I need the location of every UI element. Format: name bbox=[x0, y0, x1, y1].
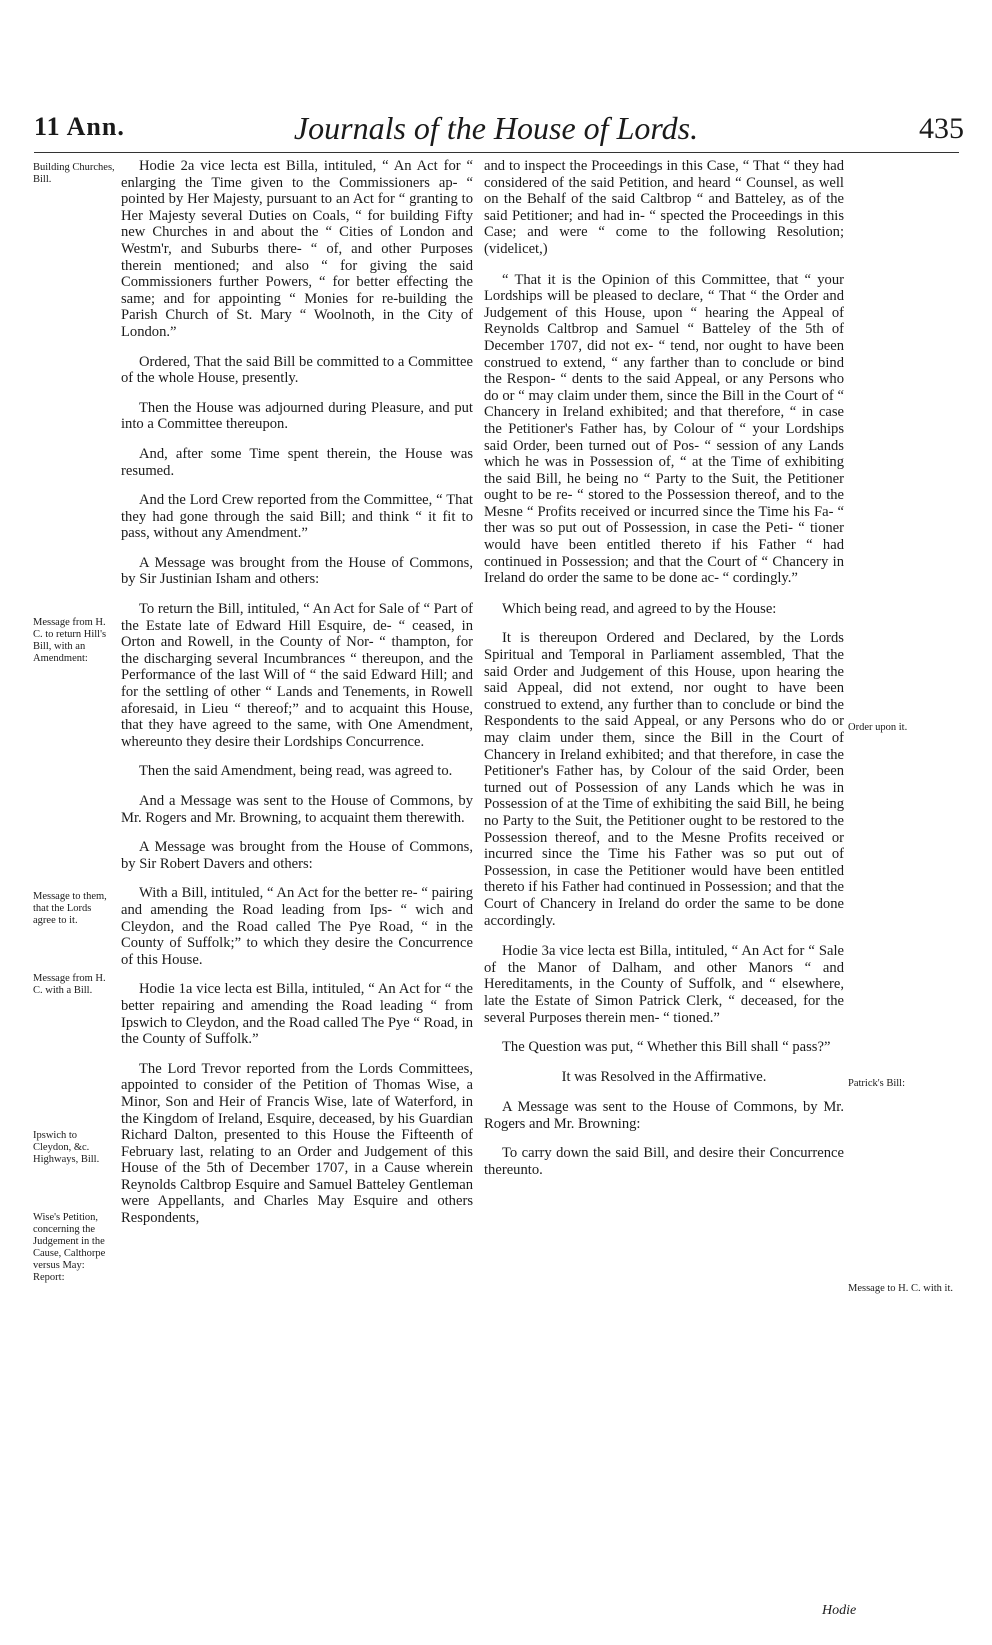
paragraph: It is thereupon Ordered and Declared, by the Lords Spiritual and Temporal in Parliament assembled, That the said Order and Judgement of this House, upon hearing the said Appeal, did not extend, nor ought to have been construed to extend, any further than to conclude or bind the Respondents to the said Appeal, or any Persons who do or may claim under them, since the Bill in the Court of Chancery in Ireland exhibited; and that therefore, in case the Petitioner's Father has, by Colour of the said Order, been turned out of Possession of any Lands which he was in Possession of at the Time of exhibiting the said Bill, he being no Party to the Suit, the Petitioner ought to be restored to the Possession thereof, and to the Mesne Profits received or incurred since the Time his Father was so put out of Possession, in case the Petitioner would have been entitled thereto if his Father had continued in Possession; and that the Court of Chancery in Ireland do order the same to be done accordingly. bbox=[484, 630, 844, 929]
paragraph: The Lord Trevor reported from the Lords Committees, appointed to consider of the Petition of Thomas Wise, a Minor, Son and Heir of Francis Wise, late of Waterford, in the Kingdom of Ireland, Esquire, deceased, by his Guardian Richard Dalton, presented to this House the Fifteenth of February last, relating to an Order and Judgement of this House of the 5th of December 1707, in a Cause wherein Reynolds Caltbrop Esquire and Samuel Batteley Gentleman were Appellants, and Charles May Esquire and others Respondents, bbox=[121, 1060, 473, 1227]
paragraph: And, after some Time spent therein, the House was resumed. bbox=[121, 445, 473, 479]
margin-note-patricks-bill: Patrick's Bill: bbox=[848, 1078, 906, 1089]
margin-note-message-hc: Message to H. C. with it. bbox=[848, 1283, 953, 1294]
paragraph: Which being read, and agreed to by the House: bbox=[502, 600, 777, 617]
margin-note-hills-bill: Message from H. C. to return Hill's Bill, with an Amendment: bbox=[33, 617, 107, 664]
paragraph: To return the Bill, intituled, “ An Act for Sale of “ Part of the Estate late of Edward Hill Esquire, de- “ ceased, in Orton and Rowell, in the County of Nor- “ thampton, for the discharging several Incumbrances “ thereupon, and the Performance of the last Will of “ the said Edward Hill; and for the settling of other “ Lands and Tenements, in Rowell aforesaid, in Lieu “ thereof;” and to acquaint this House, that they have agreed to the same, with One Amendment, whereunto they desire their Lordships Concurrence. bbox=[121, 601, 473, 750]
header-rule bbox=[34, 152, 959, 153]
paragraph: To carry down the said Bill, and desire their Concurrence thereunto. bbox=[484, 1145, 844, 1179]
page-number: 435 bbox=[919, 112, 964, 145]
margin-note-order: Order upon it. bbox=[848, 722, 908, 733]
regnal-year: 11 Ann. bbox=[34, 112, 125, 141]
margin-note-wise-petition: Wise's Petition, concerning the Judgement in the Cause, Calthorpe versus May: Report: bbox=[33, 1212, 106, 1283]
paragraph: And a Message was sent to the House of Commons, by Mr. Rogers and Mr. Browning, to acquaint them therewith. bbox=[121, 793, 473, 826]
margin-note-lords-agree: Message to them, that the Lords agree to it. bbox=[33, 891, 107, 926]
page-header bbox=[0, 112, 992, 162]
paragraph: It was Resolved in the Affirmative. bbox=[561, 1068, 767, 1085]
paragraph: Hodie 3a vice lecta est Billa, intituled, “ An Act for “ Sale of the Manor of Dalham, and other Manors “ and Hereditaments, in the County of Suffolk, and “ elsewhere, late the Estate of Simon Patrick Clerk, “ deceased, for the several Purposes therein men- “ tioned.” bbox=[484, 943, 844, 1026]
left-column bbox=[121, 158, 473, 1240]
paragraph: “ That it is the Opinion of this Committee, that “ your Lordships will be pleased to declare, “ That “ the Order and Judgement of this House, upon “ hearing the Appeal of Reynolds Caltbrop and Samuel “ Batteley of the 5th of December 1707, did not ex- “ tend, nor ought to have been construed to extend, “ any farther than to conclude or bind the Respon- “ dents to the said Appeal, or any Persons who do or “ may claim under them, since the Bill in the Court of “ Chancery in Ireland exhibited; and that therefore, “ in case the Petitioner's Father has, by Colour of “ your Lordships said Order, been turned out of Pos- “ session of any Lands which he was in Possession of, “ at the Time of exhibiting the said Bill, he being no “ Party to the Suit, the Petitioner ought to be re- “ stored to the Possession thereof, and to the Mesne “ Profits received or incurred since the Time his Fa- “ ther was so put out of Possession, in case the Peti- “ tioner would have been entitled thereto if his Father “ had continued in Possession; and that the Court of “ Chancery in Ireland do order the same to be done ac- “ cordingly.” bbox=[484, 271, 844, 587]
right-column bbox=[484, 158, 844, 1192]
paragraph: A Message was brought from the House of Commons, by Sir Justinian Isham and others: bbox=[121, 554, 473, 588]
margin-note-ipswich: Ipswich to Cleydon, &c. Highways, Bill. bbox=[33, 1130, 100, 1165]
paragraph: A Message was sent to the House of Commons, by Mr. Rogers and Mr. Browning: bbox=[484, 1099, 844, 1132]
paragraph: With a Bill, intituled, “ An Act for the better re- “ pairing and amending the Road leading from Ips- “ wich and Cleydon, and the Road called The Pye Road, “ in the County of Suffolk;” to which they desire the Concurrence of this House. bbox=[121, 885, 473, 968]
paragraph: Ordered, That the said Bill be committed to a Committee of the whole House, presently. bbox=[121, 353, 473, 387]
journal-title: Journals of the House of Lords. bbox=[293, 110, 699, 146]
paragraph: A Message was brought from the House of Commons, by Sir Robert Davers and others: bbox=[121, 839, 473, 872]
paragraph: Hodie 1a vice lecta est Billa, intituled, “ An Act for “ the better repairing and amending the Road leading “ from Ipswich to Cleydon, and the Road called The Pye “ Road, in the County of Suffolk.” bbox=[121, 981, 473, 1048]
margin-note-building-churches: Building Churches, Bill. bbox=[33, 162, 115, 185]
paragraph: The Question was put, “ Whether this Bill shall “ pass?” bbox=[502, 1039, 831, 1056]
paragraph: Then the said Amendment, being read, was agreed to. bbox=[139, 763, 453, 780]
catchword: Hodie bbox=[822, 1603, 857, 1618]
paragraph: and to inspect the Proceedings in this Case, “ That “ they had considered of the said Petition, and heard “ Counsel, as well on the Behalf of the said Caltbrop “ and Batteley, as of the said Petitioner; and had in- “ spected the Proceedings in this Case; and were “ come to the following Resolution; (videlicet,) bbox=[484, 158, 844, 257]
paragraph: Then the House was adjourned during Pleasure, and put into a Committee thereupon. bbox=[121, 399, 473, 433]
paragraph: And the Lord Crew reported from the Committee, “ That they had gone through the said Bill; and think “ it fit to pass, without any Amendment.” bbox=[121, 492, 473, 542]
margin-note-message-bill: Message from H. C. with a Bill. bbox=[33, 973, 106, 996]
paragraph: Hodie 2a vice lecta est Billa, intituled, “ An Act for “ enlarging the Time given to the Commissioners ap- “ pointed by Her Majesty, pursuant to an Act for “ granting to Her Majesty several Duties on Coals, “ for building Fifty new Churches in and about the “ Cities of London and Westm'r, and Suburbs there- “ of, and other Purposes therein mentioned; and also “ for giving the said Commissioners further Powers, “ for better effecting the same; and for appointing “ Monies for re-building the Parish Church of St. Mary “ Woolnoth, in the City of London.” bbox=[121, 158, 473, 340]
